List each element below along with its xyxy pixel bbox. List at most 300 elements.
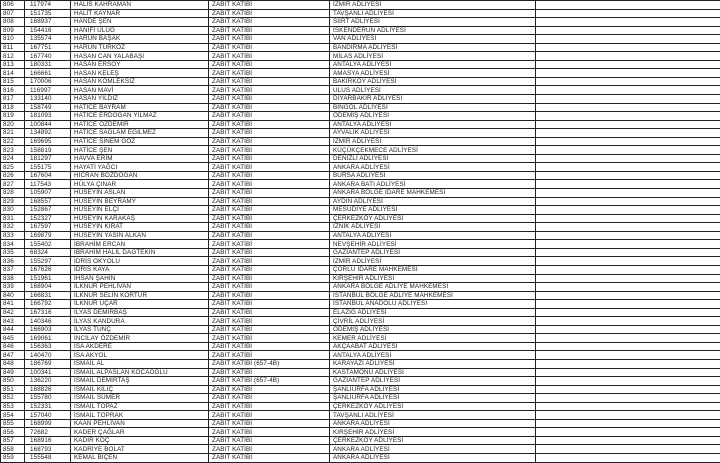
row-number-cell: 817 [1,95,25,104]
row-number-cell: 842 [1,308,25,317]
table-row [1,325,720,334]
blank-cell [536,377,720,386]
table-row [1,394,720,403]
table-row [1,69,720,78]
blank-cell [536,146,720,155]
table-row [1,60,720,69]
registry-number-cell: 166831 [25,291,71,300]
row-number-cell: 852 [1,394,25,403]
row-number-cell: 834 [1,240,25,249]
blank-cell [536,394,720,403]
full-name-cell: HASAN ERSOY [71,60,209,69]
job-title-cell: ZABIT KATİBİ [209,351,330,360]
table-row [1,308,720,317]
row-number-cell: 853 [1,402,25,411]
table-row [1,9,720,18]
blank-cell [536,154,720,163]
full-name-cell: İHSAN ŞAHİN [71,274,209,283]
row-number-cell: 856 [1,428,25,437]
assigned-court-cell: AYVALIK ADLİYESİ [330,129,536,138]
blank-cell [536,248,720,257]
row-number-cell: 858 [1,445,25,454]
table-row [1,171,720,180]
registry-number-cell: 169695 [25,137,71,146]
table-row [1,26,720,35]
registry-number-cell: 155548 [25,453,71,462]
assigned-court-cell: KIRŞEHİR ADLİYESİ [330,274,536,283]
table-row [1,180,720,189]
job-title-cell: ZABIT KATİBİ [209,146,330,155]
row-number-cell: 825 [1,163,25,172]
full-name-cell: İSMAİL AL [71,359,209,368]
job-title-cell: ZABIT KATİBİ [209,300,330,309]
assigned-court-cell: SİİRT ADLİYESİ [330,18,536,27]
assigned-court-cell: ANTALYA ADLİYESİ [330,231,536,240]
registry-number-cell: 167316 [25,308,71,317]
table-row [1,317,720,326]
table-row [1,231,720,240]
assigned-court-cell: ANKARA ADLİYESİ [330,445,536,454]
full-name-cell: KADİR KOÇ [71,436,209,445]
job-title-cell: ZABIT KATİBİ [209,214,330,223]
blank-cell [536,240,720,249]
registry-number-cell: 136220 [25,377,71,386]
table-row [1,154,720,163]
row-number-cell: 845 [1,334,25,343]
table-row [1,445,720,454]
table-row [1,385,720,394]
full-name-cell: HATİCE SAĞLAM EĞİLMEZ [71,129,209,138]
assigned-court-cell: İZNİK ADLİYESİ [330,223,536,232]
row-number-cell: 841 [1,300,25,309]
blank-cell [536,368,720,377]
registry-number-cell: 186769 [25,359,71,368]
full-name-cell: İDRİS KAYA [71,265,209,274]
registry-number-cell: 152327 [25,214,71,223]
assigned-court-cell: DENİZLİ ADLİYESİ [330,154,536,163]
registry-number-cell: 168937 [25,18,71,27]
full-name-cell: İSMAİL KILIÇ [71,385,209,394]
row-number-cell: 816 [1,86,25,95]
row-number-cell: 808 [1,18,25,27]
registry-number-cell: 168826 [25,385,71,394]
registry-number-cell: 170006 [25,77,71,86]
assigned-court-cell: ÇİVRİL ADLİYESİ [330,317,536,326]
assigned-court-cell: ŞANLIURFA ADLİYESİ [330,394,536,403]
full-name-cell: HAVVA ERİM [71,154,209,163]
blank-cell [536,411,720,420]
table-row [1,214,720,223]
registry-number-cell: 156363 [25,342,71,351]
full-name-cell: HİCRAN BOZDOĞAN [71,171,209,180]
blank-cell [536,35,720,44]
blank-cell [536,197,720,206]
table-row [1,402,720,411]
blank-cell [536,359,720,368]
blank-cell [536,180,720,189]
blank-cell [536,453,720,462]
table-row [1,240,720,249]
table-row [1,206,720,215]
row-number-cell: 809 [1,26,25,35]
full-name-cell: İLKNUR PEHLİVAN [71,283,209,292]
job-title-cell: ZABIT KATİBİ [209,385,330,394]
registry-number-cell: 105907 [25,189,71,198]
job-title-cell: ZABIT KATİBİ [209,342,330,351]
assigned-court-cell: VAN ADLİYESİ [330,35,536,44]
full-name-cell: HATİCE BAYRAM [71,103,209,112]
job-title-cell: ZABIT KATİBİ [209,257,330,266]
blank-cell [536,291,720,300]
table-row [1,197,720,206]
blank-cell [536,43,720,52]
job-title-cell: ZABIT KATİBİ [209,445,330,454]
row-number-cell: 857 [1,436,25,445]
job-title-cell: ZABIT KATİBİ [209,231,330,240]
row-number-cell: 832 [1,223,25,232]
job-title-cell: ZABIT KATİBİ [209,137,330,146]
job-title-cell: ZABIT KATİBİ [209,180,330,189]
row-number-cell: 851 [1,385,25,394]
assigned-court-cell: BAKIRKÖY ADLİYESİ [330,77,536,86]
table-row [1,257,720,266]
registry-number-cell: 158749 [25,103,71,112]
row-number-cell: 820 [1,120,25,129]
assigned-court-cell: ÇERKEZKÖY ADLİYESİ [330,214,536,223]
blank-cell [536,385,720,394]
assigned-court-cell: İZMİR ADLİYESİ [330,257,536,266]
table-row [1,189,720,198]
row-number-cell: 837 [1,265,25,274]
job-title-cell: ZABIT KATİBİ [209,129,330,138]
registry-number-cell: 117974 [25,1,71,10]
job-title-cell: ZABIT KATİBİ [209,291,330,300]
job-title-cell: ZABIT KATİBİ [209,411,330,420]
table-row [1,120,720,129]
row-number-cell: 835 [1,248,25,257]
table-row [1,95,720,104]
registry-number-cell: 168904 [25,283,71,292]
registry-number-cell: 140470 [25,351,71,360]
table-row [1,248,720,257]
table-row [1,146,720,155]
full-name-cell: HALİT KAYNAR [71,9,209,18]
assigned-court-cell: ULUS ADLİYESİ [330,86,536,95]
row-number-cell: 812 [1,52,25,61]
full-name-cell: İDRİS OKYOLU [71,257,209,266]
full-name-cell: HANDE ŞEN [71,18,209,27]
registry-number-cell: 152331 [25,402,71,411]
full-name-cell: HALİS KAHRAMAN [71,1,209,10]
job-title-cell: ZABIT KATİBİ [209,120,330,129]
full-name-cell: HASAN KELEŞ [71,69,209,78]
full-name-cell: HASAN YILDIZ [71,95,209,104]
blank-cell [536,18,720,27]
row-number-cell: 833 [1,231,25,240]
job-title-cell: ZABIT KATİBİ [209,189,330,198]
full-name-cell: İSA AKDERE [71,342,209,351]
full-name-cell: HASAN KÖMLEKSİZ [71,77,209,86]
job-title-cell: ZABIT KATİBİ [209,274,330,283]
job-title-cell: ZABIT KATİBİ [209,9,330,18]
job-title-cell: ZABIT KATİBİ [209,402,330,411]
registry-number-cell: 151735 [25,9,71,18]
assigned-court-cell: GAZİANTEP ADLİYESİ [330,377,536,386]
full-name-cell: HATİCE ÖZDEMİR [71,120,209,129]
table-body [1,1,720,463]
job-title-cell: ZABIT KATİBİ [209,283,330,292]
job-title-cell: ZABIT KATİBİ [209,308,330,317]
job-title-cell: ZABIT KATİBİ [209,436,330,445]
table-row [1,103,720,112]
blank-cell [536,308,720,317]
job-title-cell: ZABIT KATİBİ [209,394,330,403]
assigned-court-cell: İZMİR ADLİYESİ [330,1,536,10]
full-name-cell: HATİCE ŞEN [71,146,209,155]
assigned-court-cell: BANDIRMA ADLİYESİ [330,43,536,52]
registry-number-cell: 168793 [25,445,71,454]
full-name-cell: İLYAS DEMİRBAŞ [71,308,209,317]
row-number-cell: 854 [1,411,25,420]
row-number-cell: 819 [1,112,25,121]
assigned-court-cell: AYDIN ADLİYESİ [330,197,536,206]
job-title-cell: ZABIT KATİBİ [209,223,330,232]
registry-number-cell: 166792 [25,300,71,309]
table-row [1,265,720,274]
assigned-court-cell: İZMİR ADLİYESİ [330,137,536,146]
blank-cell [536,283,720,292]
assigned-court-cell: ANKARA BÖLGE İDARE MAHKEMESİ [330,189,536,198]
table-row [1,18,720,27]
registry-number-cell: 133140 [25,95,71,104]
registry-number-cell: 181297 [25,154,71,163]
full-name-cell: HASAN MAVİ [71,86,209,95]
assigned-court-cell: MESUDİYE ADLİYESİ [330,206,536,215]
blank-cell [536,129,720,138]
blank-cell [536,60,720,69]
assigned-court-cell: KEMER ADLİYESİ [330,334,536,343]
full-name-cell: İSMAİL SÜMER [71,394,209,403]
assigned-court-cell: İSKENDERUN ADLİYESİ [330,26,536,35]
blank-cell [536,214,720,223]
job-title-cell: ZABIT KATİBİ [209,197,330,206]
job-title-cell: ZABIT KATİBİ [209,35,330,44]
registry-number-cell: 167597 [25,223,71,232]
row-number-cell: 847 [1,351,25,360]
job-title-cell: ZABIT KATİBİ [209,248,330,257]
assigned-court-cell: ÖDEMİŞ ADLİYESİ [330,325,536,334]
row-number-cell: 821 [1,129,25,138]
table-row [1,1,720,10]
job-title-cell: ZABIT KATİBİ [209,112,330,121]
full-name-cell: İLYAS TUNÇ [71,325,209,334]
job-title-cell: ZABIT KATİBİ [209,368,330,377]
blank-cell [536,86,720,95]
assigned-court-cell: AMASYA ADLİYESİ [330,69,536,78]
blank-cell [536,52,720,61]
row-number-cell: 826 [1,171,25,180]
blank-cell [536,342,720,351]
registry-number-cell: 167740 [25,52,71,61]
blank-cell [536,120,720,129]
assigned-court-cell: KASTAMONU ADLİYESİ [330,368,536,377]
blank-cell [536,77,720,86]
assigned-court-cell: ÇORLU İDARE MAHKEMESİ [330,265,536,274]
row-number-cell: 815 [1,77,25,86]
assigned-court-cell: BİNGÖL ADLİYESİ [330,103,536,112]
table-row [1,411,720,420]
assigned-court-cell: ÇERKEZKÖY ADLİYESİ [330,402,536,411]
full-name-cell: İLKNUR UÇAR [71,300,209,309]
table-row [1,300,720,309]
full-name-cell: KADRİYE BOLAT [71,445,209,454]
assigned-court-cell: AKÇAABAT ADLİYESİ [330,342,536,351]
row-number-cell: 844 [1,325,25,334]
row-number-cell: 827 [1,180,25,189]
blank-cell [536,317,720,326]
blank-cell [536,351,720,360]
blank-cell [536,334,720,343]
full-name-cell: İLKNUR SELİN KORTUR [71,291,209,300]
table-row [1,86,720,95]
table-row [1,419,720,428]
assigned-court-cell: İSTANBUL ANADOLU ADLİYESİ [330,300,536,309]
row-number-cell: 824 [1,154,25,163]
blank-cell [536,231,720,240]
full-name-cell: İSMAİL TOPAZ [71,402,209,411]
registry-number-cell: 155175 [25,163,71,172]
job-title-cell: ZABIT KATİBİ [209,453,330,462]
row-number-cell: 848 [1,359,25,368]
full-name-cell: HÜSEYİN BEYRAMY [71,197,209,206]
full-name-cell: KADER ÇAĞLAR [71,428,209,437]
registry-number-cell: 155780 [25,394,71,403]
registry-number-cell: 152867 [25,206,71,215]
blank-cell [536,112,720,121]
blank-cell [536,274,720,283]
row-number-cell: 818 [1,103,25,112]
job-title-cell: ZABIT KATİBİ [209,419,330,428]
row-number-cell: 855 [1,419,25,428]
table-row [1,291,720,300]
registry-number-cell: 167751 [25,43,71,52]
table-row [1,428,720,437]
assigned-court-cell: BURSA ADLİYESİ [330,171,536,180]
full-name-cell: HARUN TÜRKÖZ [71,43,209,52]
full-name-cell: HANİFİ ULUĞ [71,26,209,35]
row-number-cell: 859 [1,453,25,462]
table-row [1,351,720,360]
assigned-court-cell: ANTALYA ADLİYESİ [330,60,536,69]
assigned-court-cell: TAVŞANLI ADLİYESİ [330,9,536,18]
registry-number-cell: 169879 [25,231,71,240]
registry-number-cell: 166903 [25,325,71,334]
full-name-cell: İLYAS KANDURA [71,317,209,326]
job-title-cell: ZABIT KATİBİ [209,60,330,69]
table-row [1,283,720,292]
assigned-court-cell: ANKARA BATI ADLİYESİ [330,180,536,189]
registry-number-cell: 180331 [25,60,71,69]
blank-cell [536,189,720,198]
assigned-court-cell: ÇERKEZKÖY ADLİYESİ [330,436,536,445]
job-title-cell: ZABIT KATİBİ [209,265,330,274]
table-row [1,334,720,343]
full-name-cell: HATİCE SİNEM GÖZ [71,137,209,146]
row-number-cell: 839 [1,283,25,292]
full-name-cell: KEMAL BİÇEN [71,453,209,462]
job-title-cell: ZABIT KATİBİ [209,206,330,215]
blank-cell [536,300,720,309]
row-number-cell: 840 [1,291,25,300]
row-number-cell: 831 [1,214,25,223]
blank-cell [536,9,720,18]
registry-number-cell: 134892 [25,129,71,138]
assigned-court-cell: İSTANBUL BÖLGE ADLİYE MAHKEMESİ [330,291,536,300]
registry-number-cell: 68324 [25,248,71,257]
blank-cell [536,445,720,454]
registry-number-cell: 154416 [25,26,71,35]
registry-number-cell: 181093 [25,112,71,121]
table-row [1,223,720,232]
blank-cell [536,1,720,10]
job-title-cell: ZABIT KATİBİ [209,163,330,172]
blank-cell [536,223,720,232]
assigned-court-cell: ŞANLIURFA ADLİYESİ [330,385,536,394]
row-number-cell: 850 [1,377,25,386]
registry-number-cell: 168557 [25,197,71,206]
job-title-cell: ZABIT KATİBİ [209,86,330,95]
registry-number-cell: 151961 [25,274,71,283]
job-title-cell: ZABIT KATİBİ [209,317,330,326]
blank-cell [536,163,720,172]
full-name-cell: KAAN PEHLİVAN [71,419,209,428]
registry-number-cell: 100341 [25,368,71,377]
full-name-cell: İBRAHİM HALİL DAĞTEKİN [71,248,209,257]
registry-number-cell: 72682 [25,428,71,437]
registry-number-cell: 167626 [25,265,71,274]
table-row [1,342,720,351]
assigned-court-cell: NEVŞEHİR ADLİYESİ [330,240,536,249]
row-number-cell: 813 [1,60,25,69]
full-name-cell: İSMAİL TOPRAK [71,411,209,420]
table-row [1,137,720,146]
blank-cell [536,69,720,78]
blank-cell [536,103,720,112]
blank-cell [536,137,720,146]
registry-number-cell: 155297 [25,257,71,266]
job-title-cell: ZABIT KATİBİ [209,77,330,86]
registry-number-cell: 135574 [25,35,71,44]
job-title-cell: ZABIT KATİBİ [209,154,330,163]
table-row [1,43,720,52]
blank-cell [536,265,720,274]
job-title-cell: ZABIT KATİBİ [209,171,330,180]
job-title-cell: ZABIT KATİBİ [209,325,330,334]
registry-number-cell: 167604 [25,171,71,180]
blank-cell [536,206,720,215]
assigned-court-cell: DİYARBAKIR ADLİYESİ [330,95,536,104]
full-name-cell: HATİCE ERDOĞAN YILMAZ [71,112,209,121]
full-name-cell: HÜSEYİN KARAKAŞ [71,214,209,223]
full-name-cell: HASAN CAN YALABAŞI [71,52,209,61]
job-title-cell: ZABIT KATİBİ [209,69,330,78]
row-number-cell: 830 [1,206,25,215]
table-row [1,453,720,462]
row-number-cell: 810 [1,35,25,44]
assigned-court-cell: ELAZIĞ ADLİYESİ [330,308,536,317]
table-row [1,52,720,61]
assigned-court-cell: ANKARA ADLİYESİ [330,453,536,462]
